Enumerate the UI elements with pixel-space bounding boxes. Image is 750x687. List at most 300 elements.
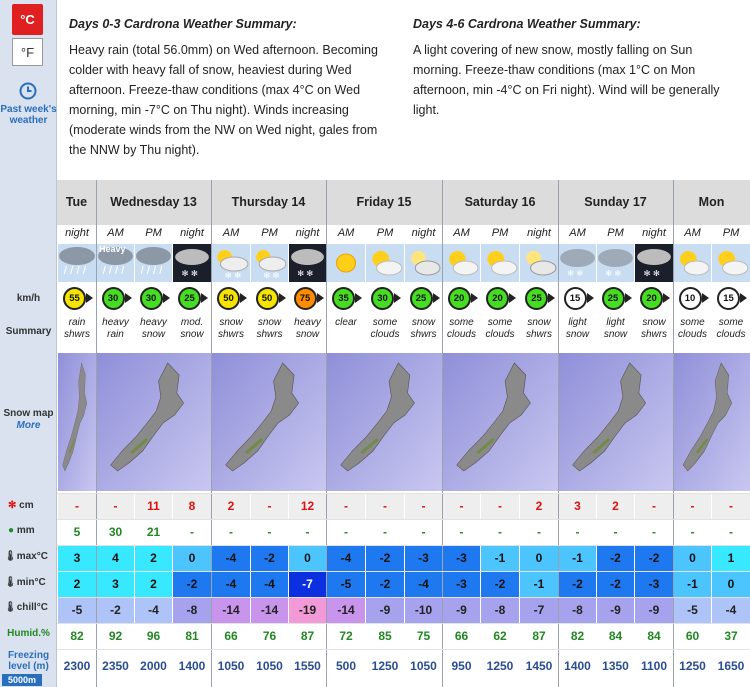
summary-line: clear (335, 317, 357, 328)
wind-arrow-icon (587, 293, 594, 303)
summary-line: heavy (140, 317, 167, 328)
humid-cell: 62 (481, 623, 519, 649)
rain-cell: - (674, 519, 711, 545)
snow-map[interactable] (559, 353, 673, 491)
summary-line: some (718, 317, 744, 328)
rain-cell: - (251, 519, 288, 545)
max-temp-cell: 0 (674, 545, 711, 571)
wind-row-label: km/h (16, 293, 41, 304)
wind-arrow-icon (201, 293, 208, 303)
snow-cell: - (97, 493, 134, 519)
summary-panel (57, 0, 750, 180)
summary-line: light (568, 317, 587, 328)
min-temp-cell: -4 (405, 571, 442, 597)
min-unit-label: min°C (16, 577, 46, 588)
max-temp-cell: 1 (712, 545, 750, 571)
summary-days46-text: A light covering of new snow, mostly falling on Sun morning. Freeze-thaw conditions (max 1°C on Mon afternoon, min -4°C on Fri night). Wind will be generally light. (413, 43, 720, 117)
thermometer-chill-icon: 🌡 (4, 602, 17, 613)
wind-arrow-icon (471, 293, 478, 303)
summary-line: some (449, 317, 474, 328)
summary-line: clouds (447, 329, 476, 340)
max-row-label (0, 551, 57, 562)
humid-cell: 96 (135, 623, 172, 649)
summary-days46-title: Days 4-6 Cardrona Weather Summary: (413, 17, 641, 31)
summary-text (405, 317, 442, 352)
wind-arrow-icon (355, 293, 362, 303)
rain-cell: 5 (58, 519, 96, 545)
wind-icon: 30 (102, 287, 125, 310)
humid-cell: 81 (173, 623, 211, 649)
chill-cell: -14 (251, 597, 288, 623)
snowflake-icon: ✻ (8, 500, 17, 511)
period-label: AM (212, 225, 250, 245)
weather-icon (173, 244, 211, 282)
summary-text (443, 317, 480, 352)
day-header[interactable]: Friday 15 (326, 180, 442, 225)
period-label: AM (327, 225, 365, 245)
summary-line: mod. (180, 317, 204, 328)
day-header[interactable]: Thursday 14 (211, 180, 326, 225)
period-label: AM (443, 225, 480, 245)
chill-cell: -9 (366, 597, 404, 623)
freezing-cell: 1250 (366, 649, 404, 683)
summary-line: snow (180, 329, 204, 340)
summary-line: snow (411, 317, 436, 328)
chill-cell: -4 (135, 597, 172, 623)
snow-cell: - (712, 493, 750, 519)
wind-icon: 15 (564, 287, 587, 310)
snow-cell: - (481, 493, 519, 519)
max-temp-cell: 2 (135, 545, 172, 571)
wind-arrow-icon (394, 293, 401, 303)
summary-row-label: Summary (5, 326, 52, 337)
rain-cell: - (212, 519, 250, 545)
snow-map[interactable] (674, 353, 750, 491)
weather-icon (289, 244, 326, 282)
wind-arrow-icon (625, 293, 632, 303)
chill-cell: -9 (443, 597, 480, 623)
day-header[interactable]: Tue (57, 180, 96, 225)
snow-row-label (0, 500, 57, 511)
row-divider (57, 597, 750, 598)
wind-icon: 25 (178, 287, 201, 310)
row-divider (57, 623, 750, 624)
freezing-cell: 1650 (712, 649, 750, 683)
snow-cell: 3 (559, 493, 596, 519)
summary-line: shwrs (256, 329, 283, 340)
wind-icon: 25 (525, 287, 548, 310)
chill-cell: -5 (58, 597, 96, 623)
summary-line: shwrs (525, 329, 553, 340)
rain-cell: - (597, 519, 634, 545)
snow-cell: 8 (173, 493, 211, 519)
wind-arrow-icon (279, 293, 286, 303)
max-temp-cell: 3 (58, 545, 96, 571)
row-divider (57, 571, 750, 572)
min-temp-cell: -2 (481, 571, 519, 597)
raindrop-icon: ● (8, 525, 15, 536)
summary-line: snow (642, 317, 666, 328)
snow-cell: 11 (135, 493, 172, 519)
humid-cell: 84 (635, 623, 673, 649)
svg-text:✻ ✻: ✻ ✻ (297, 269, 314, 278)
summary-line: clouds (485, 329, 515, 340)
humid-cell: 87 (520, 623, 558, 649)
freezing-cell: 1400 (559, 649, 596, 683)
wind-arrow-icon (663, 293, 670, 303)
wind-icon: 50 (217, 287, 240, 310)
row-divider (57, 545, 750, 546)
wind-arrow-icon (702, 293, 709, 303)
snow-map[interactable] (97, 353, 211, 491)
max-temp-cell: 0 (173, 545, 211, 571)
chill-cell: -10 (405, 597, 442, 623)
row-divider (57, 649, 750, 650)
summary-line: rain (107, 329, 124, 340)
summary-line: shwrs (410, 329, 437, 340)
summary-text (289, 317, 326, 352)
humid-cell: 92 (97, 623, 134, 649)
chill-cell: -8 (481, 597, 519, 623)
freezing-cell: 2000 (135, 649, 172, 683)
humid-cell: 37 (712, 623, 750, 649)
snow-map[interactable] (212, 353, 326, 491)
period-label: night (289, 225, 326, 245)
chill-cell: -8 (173, 597, 211, 623)
summary-text (559, 317, 596, 352)
snow-cell: - (674, 493, 711, 519)
humid-cell: 85 (366, 623, 404, 649)
snow-cell: - (366, 493, 404, 519)
summary-text (366, 317, 404, 352)
snow-cell: - (58, 493, 96, 519)
freezing-row-label: Freezing level (m) (7, 650, 50, 672)
chill-cell: -7 (520, 597, 558, 623)
period-label: PM (597, 225, 634, 245)
wind-arrow-icon (163, 293, 170, 303)
freezing-cell: 1250 (481, 649, 519, 683)
weather-icon (327, 244, 365, 282)
summary-line: snow (295, 329, 320, 340)
wind-arrow-icon (509, 293, 516, 303)
day-header[interactable]: Sunday 17 (558, 180, 673, 225)
period-label: night (173, 225, 211, 245)
snow-map[interactable] (443, 353, 558, 491)
humid-cell: 60 (674, 623, 711, 649)
freezing-cell: 1400 (173, 649, 211, 683)
weather-icon (251, 244, 288, 282)
min-temp-cell: -4 (251, 571, 288, 597)
fahrenheit-button[interactable]: °F (12, 38, 43, 66)
max-temp-cell: 0 (520, 545, 558, 571)
summary-text (58, 317, 96, 352)
weather-icon (597, 244, 634, 282)
weather-icon (58, 244, 96, 282)
min-temp-cell: -4 (212, 571, 250, 597)
summary-text (481, 317, 519, 352)
rain-cell: - (327, 519, 365, 545)
freezing-cell: 2300 (58, 649, 96, 683)
celsius-button[interactable]: °C (12, 4, 43, 35)
wind-icon: 50 (256, 287, 279, 310)
wind-arrow-icon (86, 293, 93, 303)
summary-line: some (372, 317, 398, 328)
rain-cell: - (520, 519, 558, 545)
summary-text (251, 317, 288, 352)
summary-text (135, 317, 172, 352)
svg-text:✻ ✻: ✻ ✻ (605, 269, 622, 278)
rain-cell: - (173, 519, 211, 545)
weather-icon (559, 244, 596, 282)
chill-cell: -14 (327, 597, 365, 623)
freezing-cell: 1450 (520, 649, 558, 683)
summary-line: shwrs (640, 329, 668, 340)
wind-icon: 30 (371, 287, 394, 310)
wind-icon: 20 (486, 287, 509, 310)
rain-cell: 30 (97, 519, 134, 545)
period-label: AM (674, 225, 711, 245)
summary-line: clouds (678, 329, 707, 340)
max-temp-cell: -2 (635, 545, 673, 571)
rain-unit-label: mm (16, 525, 35, 536)
period-label: AM (97, 225, 134, 245)
wind-icon: 55 (63, 287, 86, 310)
weather-icon (97, 244, 134, 282)
humid-cell: 75 (405, 623, 442, 649)
rain-cell: - (635, 519, 673, 545)
freezing-cell: 950 (443, 649, 480, 683)
summary-text (597, 317, 634, 352)
min-temp-cell: -5 (327, 571, 365, 597)
wind-icon: 35 (332, 287, 355, 310)
summary-line: snow (219, 317, 243, 328)
max-temp-cell: -4 (212, 545, 250, 571)
wind-arrow-icon (240, 293, 247, 303)
rain-cell: - (366, 519, 404, 545)
humid-cell: 76 (251, 623, 288, 649)
summary-line: heavy (102, 317, 129, 328)
summary-line: shwrs (63, 329, 91, 340)
wind-icon: 15 (717, 287, 740, 310)
rain-cell: - (405, 519, 442, 545)
summary-line: snow (565, 329, 590, 340)
humid-cell: 66 (443, 623, 480, 649)
rain-cell: - (289, 519, 326, 545)
period-label: night (58, 225, 96, 245)
freezing-alt-badge[interactable]: 5000m (2, 674, 42, 686)
min-temp-cell: -2 (366, 571, 404, 597)
wind-arrow-icon (548, 293, 555, 303)
freezing-cell: 1350 (597, 649, 634, 683)
min-temp-cell: 2 (135, 571, 172, 597)
snow-cell: 12 (289, 493, 326, 519)
summary-line: some (487, 317, 513, 328)
max-temp-cell: -1 (481, 545, 519, 571)
rain-cell: - (712, 519, 750, 545)
wind-icon: 75 (294, 287, 317, 310)
min-row-label (0, 577, 57, 588)
summary-text (212, 317, 250, 352)
svg-text:✻ ✻: ✻ ✻ (181, 269, 198, 278)
max-unit-label: max°C (16, 551, 48, 562)
wind-arrow-icon (125, 293, 132, 303)
max-temp-cell: -3 (443, 545, 480, 571)
snow-cell: - (443, 493, 480, 519)
snow-cell: - (327, 493, 365, 519)
summary-text (520, 317, 558, 352)
humid-row-label: Humid.% (7, 628, 50, 639)
freezing-cell: 1250 (674, 649, 711, 683)
thermometer-max-icon: 🌡 (4, 551, 17, 562)
humid-cell: 72 (327, 623, 365, 649)
min-temp-cell: -3 (635, 571, 673, 597)
wind-icon: 10 (679, 287, 702, 310)
weather-icon (674, 244, 711, 282)
summary-days46 (413, 14, 743, 120)
heavy-badge: Heavy (99, 244, 126, 254)
summary-days03-title: Days 0-3 Cardrona Weather Summary: (69, 17, 297, 31)
min-temp-cell: -1 (674, 571, 711, 597)
period-label: PM (481, 225, 519, 245)
period-label: night (405, 225, 442, 245)
humid-cell: 66 (212, 623, 250, 649)
svg-text:✻ ✻: ✻ ✻ (263, 271, 280, 280)
freezing-cell: 2350 (97, 649, 134, 683)
wind-icon: 30 (140, 287, 163, 310)
min-temp-cell: 3 (97, 571, 134, 597)
chill-cell: -19 (289, 597, 326, 623)
summary-days03-text: Heavy rain (total 56.0mm) on Wed afternoon. Becoming colder with heavy fall of snow, heaviest during Wed afternoon. Freeze-thaw conditions (max 4°C on Wed morning, min -7°C on Thu night). Winds increasing (moderate winds from the NW on Wed night, gales from the NNW by Thu night). (69, 43, 378, 157)
humid-cell: 82 (58, 623, 96, 649)
period-label: PM (135, 225, 172, 245)
clock-icon[interactable] (19, 82, 37, 100)
max-temp-cell: -2 (251, 545, 288, 571)
chill-row-label (0, 602, 57, 613)
chill-cell: -8 (559, 597, 596, 623)
wind-icon: 20 (640, 287, 663, 310)
min-temp-cell: 0 (712, 571, 750, 597)
rain-cell: - (559, 519, 596, 545)
summary-line: snow (527, 317, 551, 328)
day-header[interactable]: Wednesday 13 (96, 180, 211, 225)
summary-line: snow (141, 329, 166, 340)
rain-cell: - (481, 519, 519, 545)
summary-text (327, 317, 365, 352)
summary-text (674, 317, 711, 352)
freezing-cell: 1100 (635, 649, 673, 683)
max-temp-cell: -2 (366, 545, 404, 571)
chill-cell: -9 (635, 597, 673, 623)
snow-map[interactable] (327, 353, 442, 491)
wind-icon: 20 (448, 287, 471, 310)
rain-row-label (0, 525, 57, 536)
period-label: PM (712, 225, 750, 245)
max-temp-cell: -2 (597, 545, 634, 571)
humid-cell: 84 (597, 623, 634, 649)
snowmap-row-label: Snow map (3, 408, 54, 419)
snow-map[interactable] (58, 353, 96, 491)
snowmap-more-link[interactable]: More (16, 420, 41, 431)
weather-icon (135, 244, 172, 282)
min-temp-cell: -7 (289, 571, 326, 597)
past-weather-link[interactable]: Past week's weather (0, 104, 57, 126)
svg-text:✻ ✻: ✻ ✻ (567, 269, 584, 278)
freezing-cell: 1050 (212, 649, 250, 683)
wind-icon: 25 (602, 287, 625, 310)
snow-cell: 2 (597, 493, 634, 519)
max-temp-cell: 4 (97, 545, 134, 571)
weather-icon (712, 244, 750, 282)
min-temp-cell: -2 (597, 571, 634, 597)
period-label: PM (251, 225, 288, 245)
rain-cell: - (443, 519, 480, 545)
chill-unit-label: chill°C (16, 602, 48, 613)
weather-icon (635, 244, 673, 282)
snow-unit-label: cm (19, 500, 34, 511)
summary-line: shwrs (217, 329, 245, 340)
summary-line: snow (603, 329, 628, 340)
weather-icon (212, 244, 250, 282)
weather-icon (520, 244, 558, 282)
freezing-cell: 1050 (405, 649, 442, 683)
min-temp-cell: -1 (520, 571, 558, 597)
period-label: AM (559, 225, 596, 245)
freezing-cell: 1550 (289, 649, 326, 683)
summary-line: snow (257, 317, 282, 328)
summary-text (635, 317, 673, 352)
period-label: night (520, 225, 558, 245)
snow-cell: 2 (520, 493, 558, 519)
freezing-cell: 500 (327, 649, 365, 683)
wind-arrow-icon (317, 293, 324, 303)
min-temp-cell: 2 (58, 571, 96, 597)
summary-line: light (606, 317, 625, 328)
humid-cell: 87 (289, 623, 326, 649)
freezing-cell: 1050 (251, 649, 288, 683)
wind-arrow-icon (740, 293, 747, 303)
summary-line: heavy (294, 317, 321, 328)
summary-text (173, 317, 211, 352)
max-temp-cell: -1 (559, 545, 596, 571)
chill-cell: -4 (712, 597, 750, 623)
humid-cell: 82 (559, 623, 596, 649)
chill-cell: -14 (212, 597, 250, 623)
snow-cell: 2 (212, 493, 250, 519)
chill-cell: -2 (97, 597, 134, 623)
wind-icon: 25 (410, 287, 433, 310)
period-label: night (635, 225, 673, 245)
summary-text (97, 317, 134, 352)
day-header[interactable]: Saturday 16 (442, 180, 558, 225)
svg-text:✻ ✻: ✻ ✻ (224, 271, 242, 280)
min-temp-cell: -2 (173, 571, 211, 597)
day-header[interactable]: Mon (673, 180, 750, 225)
min-temp-cell: -2 (559, 571, 596, 597)
summary-text (712, 317, 750, 352)
chill-cell: -5 (674, 597, 711, 623)
weather-icon (481, 244, 519, 282)
summary-line: rain (68, 317, 86, 328)
snow-cell: - (635, 493, 673, 519)
summary-line: clouds (716, 329, 746, 340)
max-temp-cell: 0 (289, 545, 326, 571)
rain-cell: 21 (135, 519, 172, 545)
weather-icon (443, 244, 480, 282)
snow-cell: - (251, 493, 288, 519)
wind-arrow-icon (433, 293, 440, 303)
summary-line: clouds (370, 329, 400, 340)
period-label: PM (366, 225, 404, 245)
